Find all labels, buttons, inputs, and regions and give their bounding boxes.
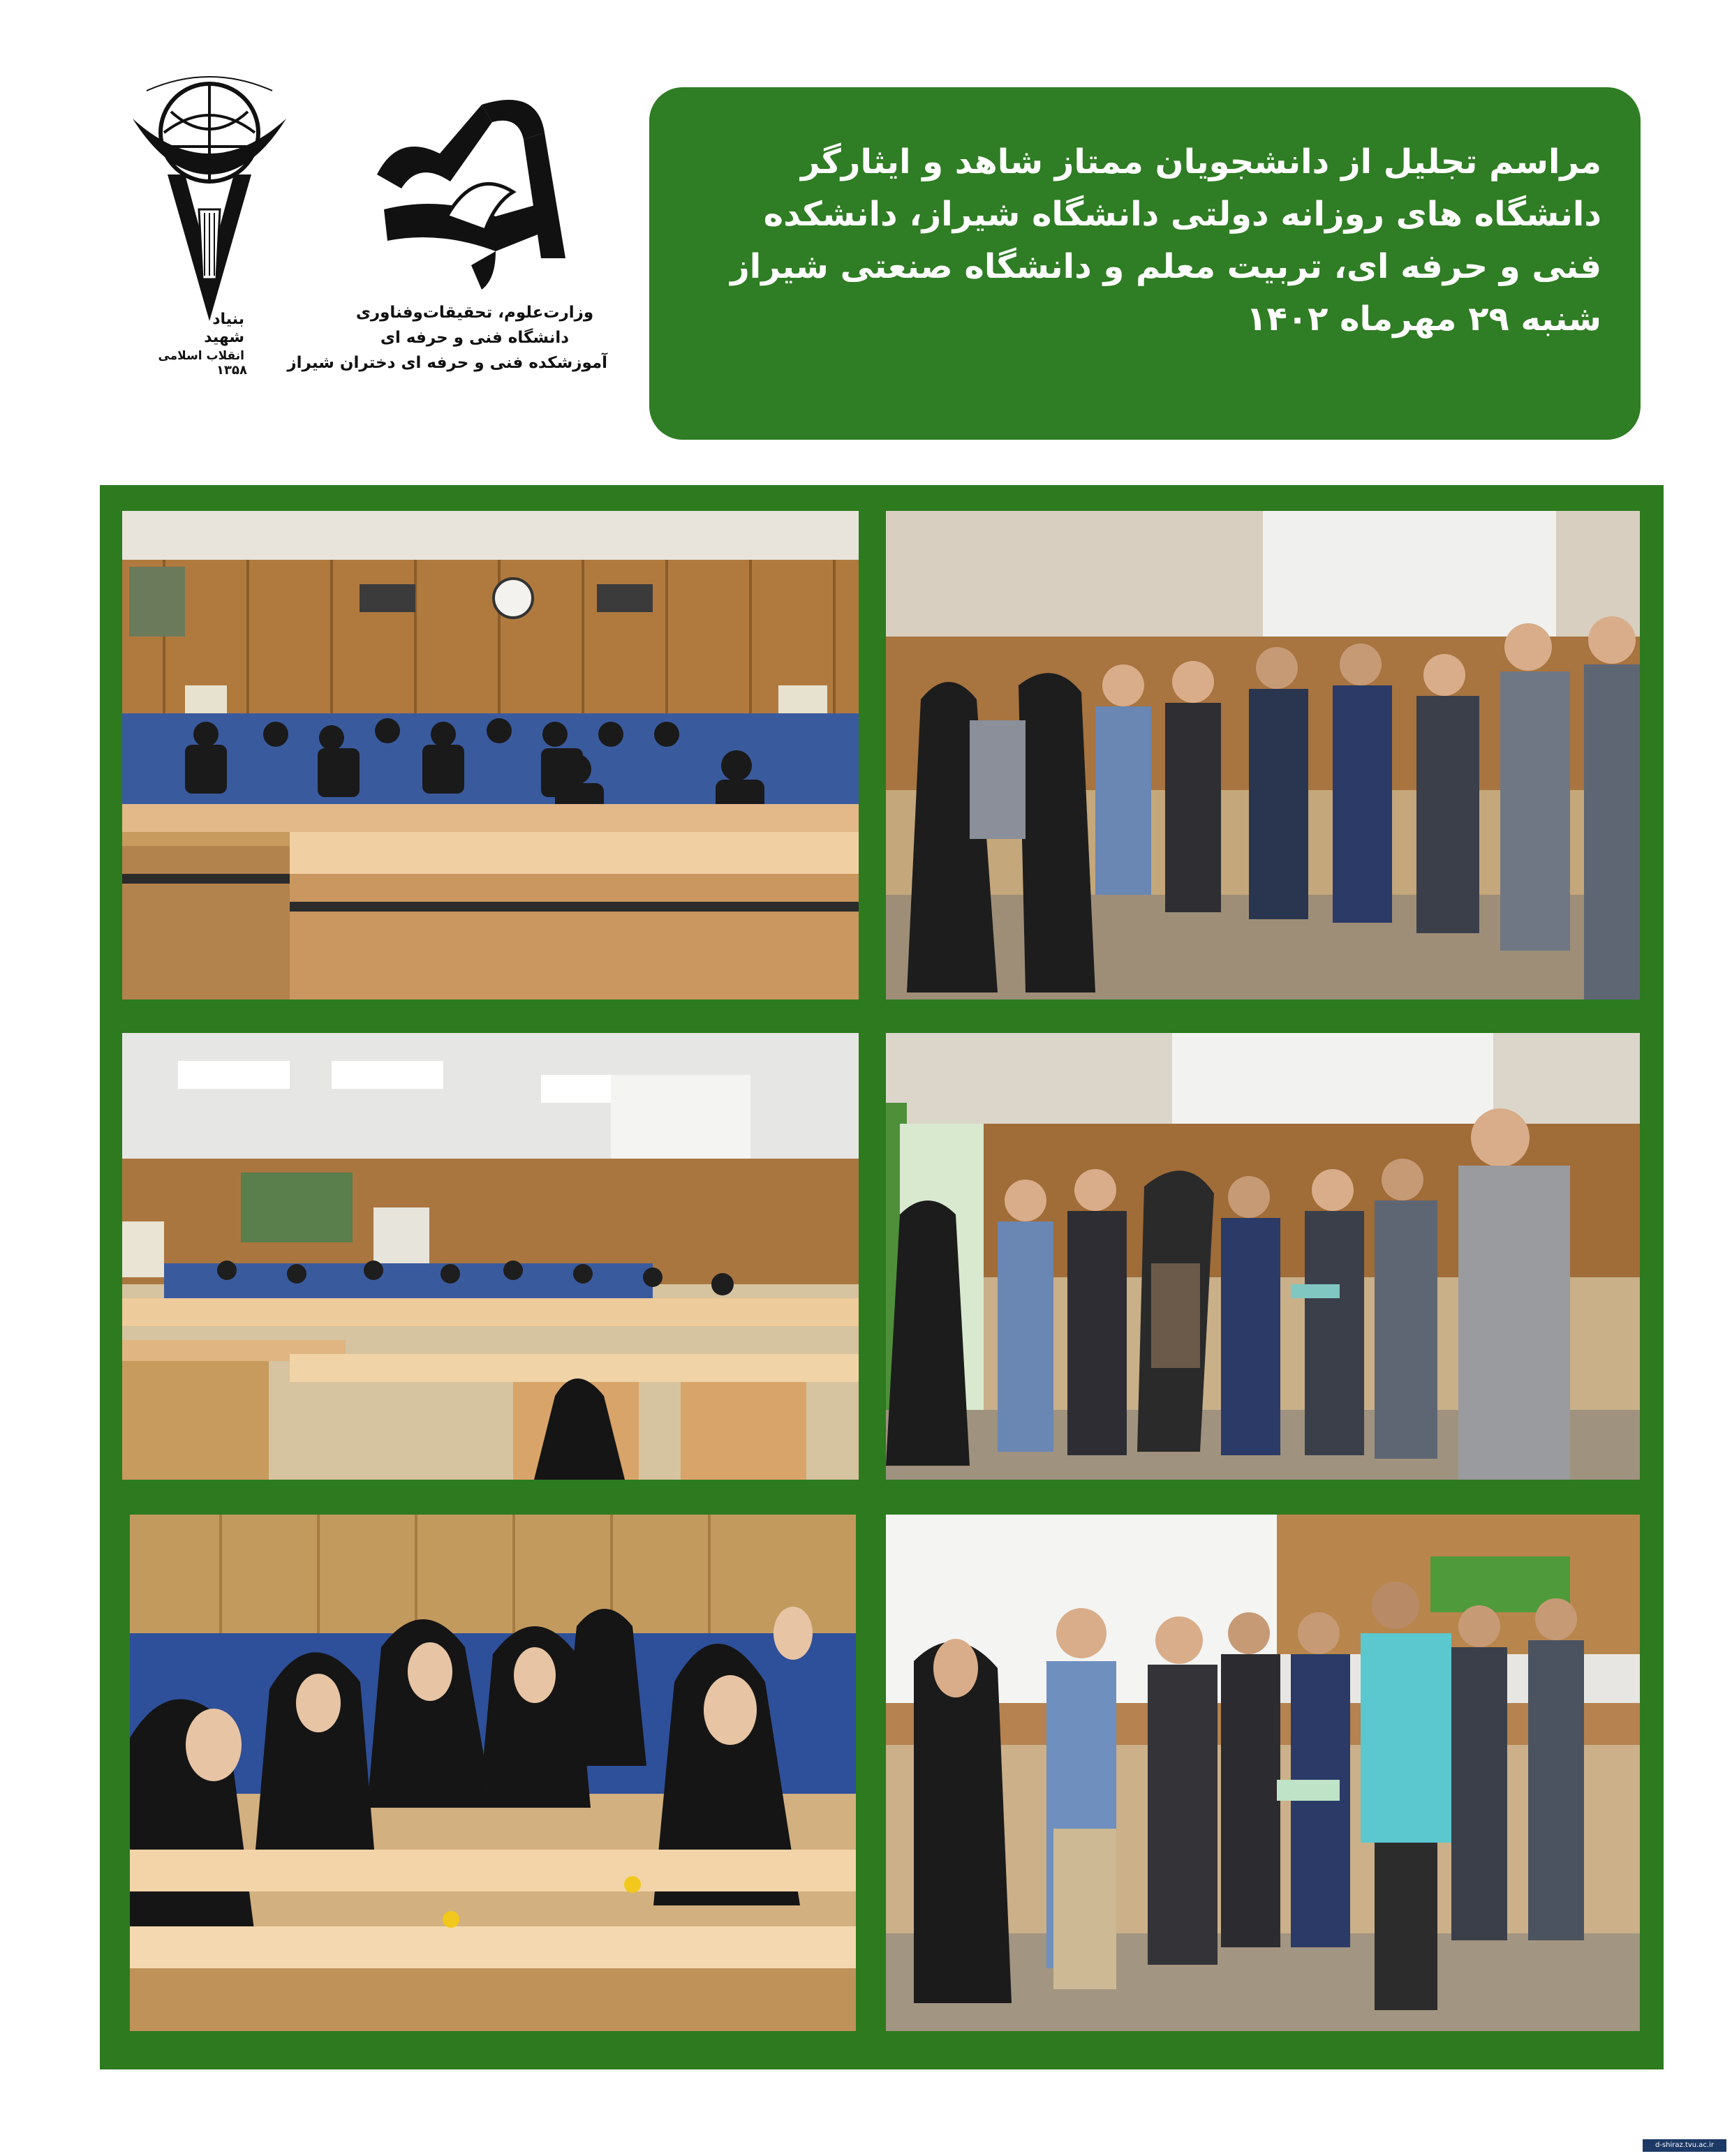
vocational-university-logo <box>287 91 607 391</box>
photo-student-award <box>886 1033 1640 1480</box>
photo-audience-hall <box>122 511 859 999</box>
photo-male-student-award <box>886 1515 1640 2031</box>
photo-officials-award <box>886 511 1640 999</box>
photo-students-closeup <box>130 1515 856 2031</box>
vocational-caption-line1: وزارت‌علوم، تحقیقات‌وفناوری <box>355 304 594 322</box>
event-title-line3: فنی و حرفه ای، تربیت معلم و دانشگاه صنعتی شیراز <box>730 247 1601 286</box>
footer-credit: d-shiraz.tvu.ac.ir <box>1643 2139 1726 2152</box>
shahed-name-line2: شهید <box>204 329 244 346</box>
photo-gallery <box>100 485 1664 2069</box>
event-title-box <box>649 87 1641 440</box>
event-date: شنبه ۲۹ مهرماه ۱۴۰۲ <box>1246 299 1601 339</box>
header-logos <box>105 70 607 391</box>
event-title-line2: دانشگاه های روزانه دولتی دانشگاه شیراز، دانشکده <box>763 195 1601 234</box>
shahed-name-line3: انقلاب اسلامی <box>158 349 244 363</box>
photo-hall-wide <box>122 1033 859 1480</box>
event-title-line1: مراسم تجلیل از دانشجویان ممتاز شاهد و ایثارگر <box>801 142 1601 181</box>
shahed-year: ۱۳۵۸ <box>216 363 247 378</box>
vocational-caption-line3: آموزشکده فنی و حرفه ای دختران شیراز <box>287 354 607 372</box>
vocational-emblem-icon <box>335 91 607 300</box>
vocational-caption-line2: دانشگاه فنی و حرفه ای <box>380 329 570 347</box>
shahed-name-line1: بنیاد <box>212 311 244 328</box>
shahed-foundation-logo <box>105 70 314 391</box>
